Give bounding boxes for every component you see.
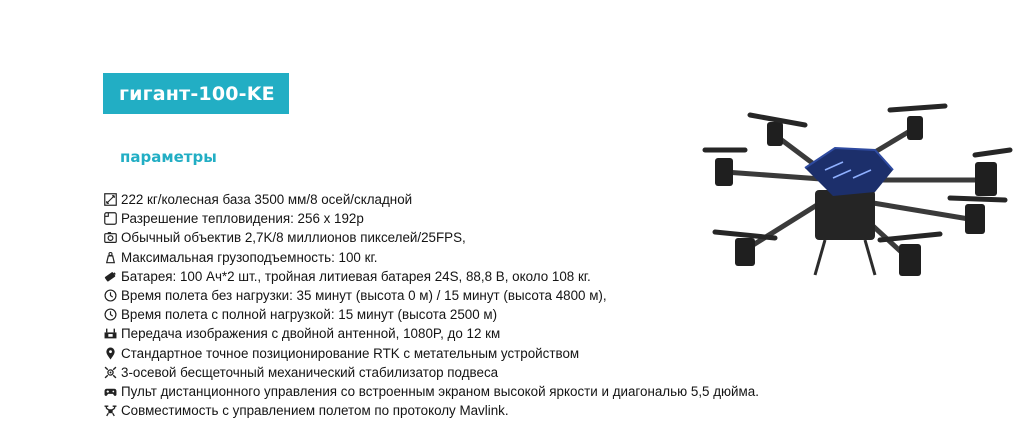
spec-item-gimbal xyxy=(103,363,759,382)
title-badge xyxy=(103,73,289,114)
spec-text: 3-осевой бесщеточный механический стабилизатор подвеса xyxy=(121,364,499,380)
spec-text: Пульт дистанционного управления со встроенным экраном высокой яркости и диагональю 5,5 дюйма. xyxy=(121,383,759,399)
camera-icon xyxy=(103,231,117,245)
spec-text: Время полета с полной нагрузкой: 15 минут (высота 2500 м) xyxy=(121,307,498,323)
drone-icon xyxy=(103,404,117,418)
spec-item-payload xyxy=(103,248,759,267)
product-title: гигант-100-KE xyxy=(119,82,275,105)
spec-text: Обычный объектив 2,7K/8 миллионов пикселей/25FPS, xyxy=(121,230,466,246)
clock-icon xyxy=(103,308,117,322)
spec-text: Батарея: 100 Ач*2 шт., тройная литиевая батарея 24S, 88,8 В, около 108 кг. xyxy=(121,268,591,284)
spec-item-remote xyxy=(103,382,759,401)
measure-icon xyxy=(103,193,117,207)
spec-list xyxy=(103,190,759,420)
spec-item-battery xyxy=(103,267,759,286)
spec-item-rtk xyxy=(103,344,759,363)
spec-item-mavlink xyxy=(103,401,759,420)
spec-text: Стандартное точное позиционирование RTK с метательным устройством xyxy=(121,345,580,361)
thermal-icon xyxy=(103,212,117,226)
section-title: параметры xyxy=(120,148,217,166)
spec-item-flight-time-empty xyxy=(103,286,759,305)
spec-item-thermal xyxy=(103,209,759,228)
spec-text: 222 кг/колесная база 3500 мм/8 осей/складной xyxy=(121,192,413,208)
gamepad-icon xyxy=(103,384,117,398)
spec-text: Максимальная грузоподъемность: 100 кг. xyxy=(121,249,378,265)
spec-item-frame xyxy=(103,190,759,209)
transmission-icon xyxy=(103,327,117,341)
gimbal-icon xyxy=(103,365,117,379)
spec-text: Время полета без нагрузки: 35 минут (высота 0 м) / 15 минут (высота 4800 м), xyxy=(121,288,607,304)
spec-text: Передача изображения с двойной антенной, 1080P, до 12 км xyxy=(121,326,501,342)
weight-icon xyxy=(103,250,117,264)
spec-text: Разрешение тепловидения: 256 x 192p xyxy=(121,211,364,227)
battery-icon xyxy=(103,269,117,283)
spec-item-camera xyxy=(103,228,759,247)
location-pin-icon xyxy=(103,346,117,360)
spec-item-transmission xyxy=(103,324,759,343)
spec-text: Совместимость с управлением полетом по протоколу Mavlink. xyxy=(121,403,509,419)
spec-item-flight-time-loaded xyxy=(103,305,759,324)
drone-image xyxy=(685,100,1015,300)
clock-icon xyxy=(103,289,117,303)
